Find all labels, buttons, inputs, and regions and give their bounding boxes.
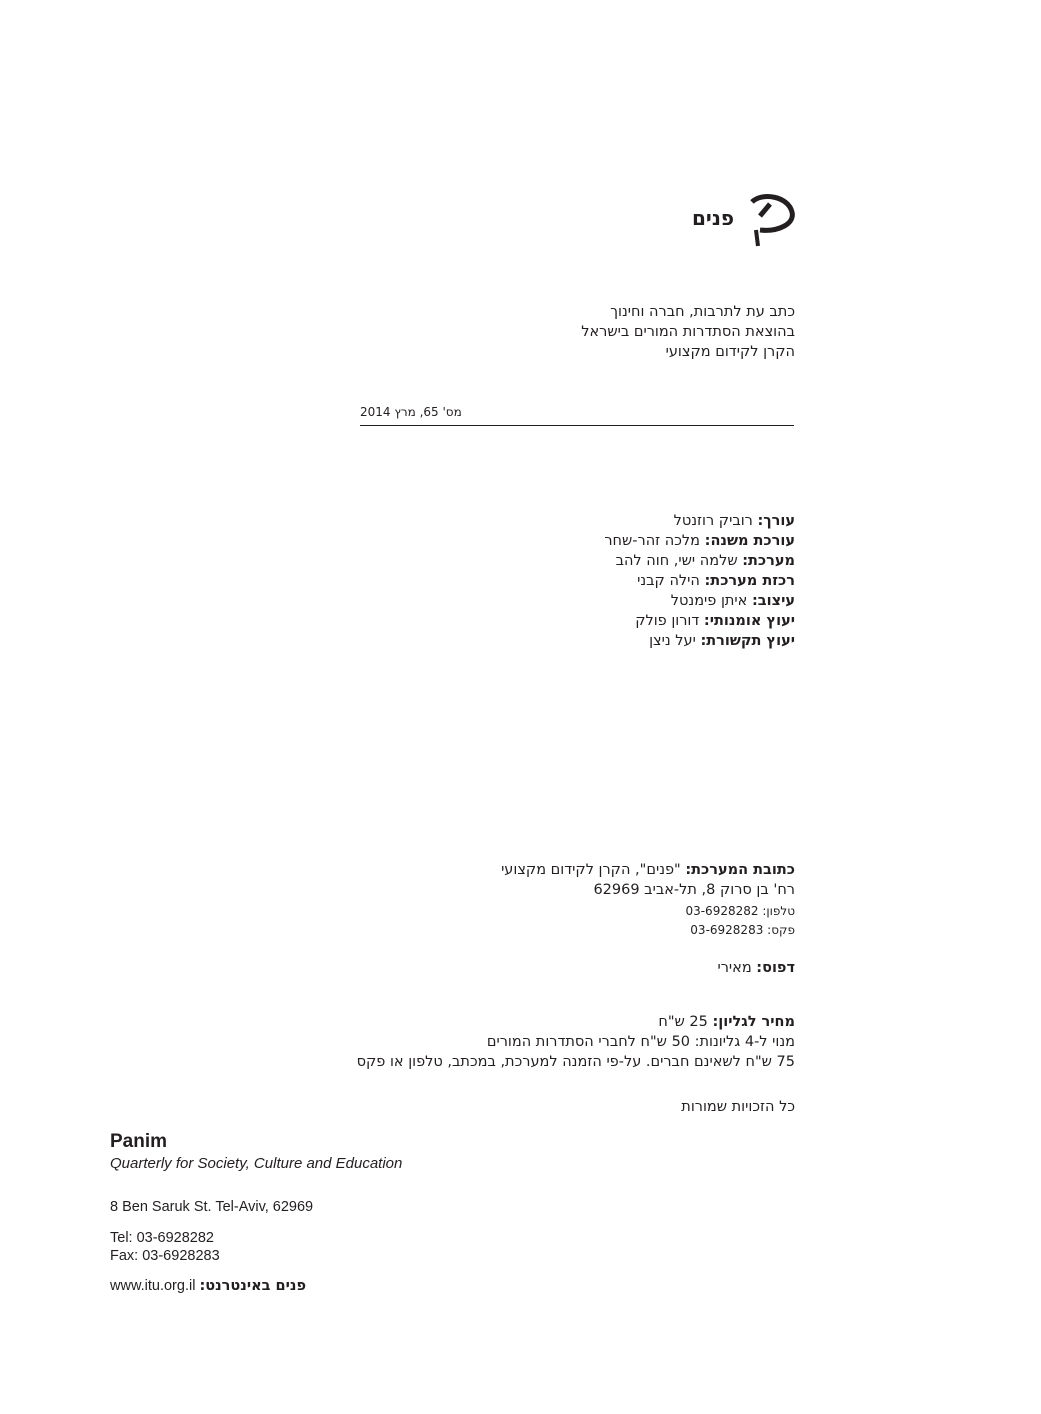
price-label: מחיר לגליון:	[712, 1014, 795, 1030]
non-member-price: 75 ש"ח לשאינם חברים. על-פי הזמנה למערכת, במכתב, טלפון או פקס	[356, 1054, 795, 1070]
staff-coordinator	[637, 571, 795, 591]
staff-label: יעוץ תקשורת:	[700, 633, 795, 649]
address-phone: טלפון: 03-6928282	[685, 904, 795, 918]
staff-deputy-editor	[604, 531, 795, 551]
copyright: כל הזכויות שמורות	[681, 1099, 795, 1115]
website-label: פנים באינטרנט:	[199, 1278, 307, 1294]
issue-number: מס' 65, מרץ 2014	[360, 405, 462, 419]
staff-value: מלכה זהר-שחר	[604, 533, 701, 549]
address-value: "פנים", הקרן לקידום מקצועי	[501, 862, 681, 878]
printer-value: מאירי	[717, 960, 752, 976]
staff-label: עורכת משנה:	[704, 533, 795, 549]
staff-editor	[674, 511, 795, 531]
panim-logo	[690, 190, 800, 252]
staff-value: שלמה ישי, חוה להב	[615, 553, 738, 569]
english-web	[110, 1278, 306, 1295]
masthead-line-3: הקרן לקידום מקצועי	[665, 344, 795, 360]
staff-label: עיצוב:	[751, 593, 795, 609]
editorial-address	[501, 860, 795, 880]
printer-label: דפוס:	[756, 960, 795, 976]
address-street: רח' בן סרוק 8, תל-אביב 62969	[593, 882, 795, 898]
english-fax: Fax: 03-6928283	[110, 1248, 220, 1264]
staff-label: רכזת מערכת:	[704, 573, 795, 589]
logo-text: פנים	[692, 206, 735, 230]
address-fax: פקס: 03-6928283	[690, 923, 795, 937]
staff-value: איתן פימנטל	[670, 593, 748, 609]
staff-value: דורון פולק	[635, 613, 700, 629]
website-link[interactable]: www.itu.org.il	[110, 1278, 196, 1294]
staff-art-advisor	[635, 611, 795, 631]
english-title: Panim	[110, 1131, 168, 1152]
english-subtitle: Quarterly for Society, Culture and Education	[110, 1155, 403, 1172]
staff-label: עורך:	[757, 513, 795, 529]
staff-value: רוביק רוזנטל	[673, 513, 753, 529]
masthead-line-2: בהוצאת הסתדרות המורים בישראל	[581, 324, 795, 340]
masthead-line-1: כתב עת לתרבות, חברה וחינוך	[610, 304, 795, 320]
staff-value: הילה קבני	[637, 573, 700, 589]
price-value: 25 ש"ח	[658, 1014, 708, 1030]
address-label: כתובת המערכת:	[685, 862, 795, 878]
staff-label: יעוץ אומנותי:	[703, 613, 795, 629]
english-tel: Tel: 03-6928282	[110, 1230, 214, 1246]
english-address: 8 Ben Saruk St. Tel-Aviv, 62969	[110, 1199, 314, 1215]
issue-price	[658, 1012, 795, 1032]
staff-media-advisor	[649, 631, 795, 651]
staff-label: מערכת:	[742, 553, 795, 569]
staff-design	[671, 591, 795, 611]
staff-value: יעל ניצן	[649, 633, 696, 649]
subscription-price: מנוי ל-4 גליונות: 50 ש"ח לחברי הסתדרות המורים	[486, 1034, 795, 1050]
printer	[717, 958, 795, 978]
staff-board	[616, 551, 795, 571]
divider	[360, 425, 794, 426]
